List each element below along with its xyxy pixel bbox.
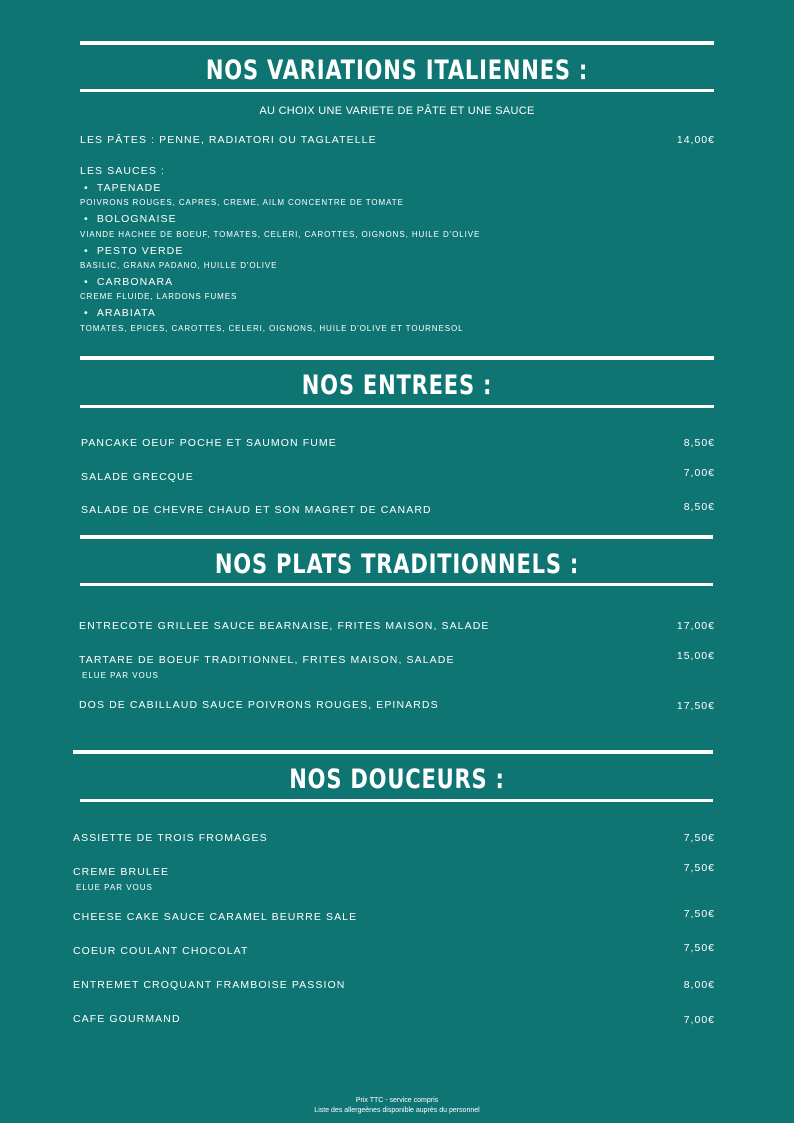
menu-item-price: 8,50€ xyxy=(683,437,715,449)
footer xyxy=(0,1096,794,1116)
footer-price-note: Prix TTC - service compris xyxy=(355,1097,439,1104)
sauce-ingredients: BASILIC, GRANA PADANO, HUILLE D'OLIVE xyxy=(80,261,278,270)
section-rule-top xyxy=(80,356,714,360)
section-rule-bottom xyxy=(80,405,714,408)
menu-item-name: TARTARE DE BOEUF TRADITIONNEL, FRITES MAISON, SALADE xyxy=(79,654,455,666)
sauces-label: LES SAUCES : xyxy=(80,165,165,177)
sauce-name: • ARABIATA xyxy=(80,307,157,319)
menu-item-price: 15,00€ xyxy=(676,650,715,662)
menu-item-name: COEUR COULANT CHOCOLAT xyxy=(73,945,249,957)
menu-item-name: CREME BRULEE xyxy=(73,866,170,878)
menu-item-price: 7,00€ xyxy=(683,467,715,479)
menu-item-price: 7,50€ xyxy=(683,942,715,954)
menu-item-name: PANCAKE OEUF POCHE ET SAUMON FUME xyxy=(81,437,337,449)
menu-item-price: 7,00€ xyxy=(683,1014,715,1026)
menu-item-price: 17,50€ xyxy=(676,700,715,712)
sauce-name: • PESTO VERDE xyxy=(80,245,184,257)
menu-item-name: DOS DE CABILLAUD SAUCE POIVRONS ROUGES, EPINARDS xyxy=(79,699,439,711)
menu-item-name: CAFE GOURMAND xyxy=(73,1013,181,1025)
menu-item-name: CHEESE CAKE SAUCE CARAMEL BEURRE SALE xyxy=(73,911,358,923)
section-title-douceurs: NOS DOUCEURS : xyxy=(289,764,505,795)
menu-item-price: 17,00€ xyxy=(676,620,715,632)
section-rule-bottom xyxy=(80,89,714,92)
menu-item-name: SALADE DE CHEVRE CHAUD ET SON MAGRET DE CANARD xyxy=(81,504,432,516)
menu-item-price: 8,00€ xyxy=(683,979,715,991)
menu-item-note: ELUE PAR VOUS xyxy=(76,883,153,892)
section-rule-top xyxy=(80,41,714,45)
menu-item-price: 7,50€ xyxy=(683,832,715,844)
italian-subtitle: AU CHOIX UNE VARIETE DE PÂTE ET UNE SAUCE xyxy=(259,105,535,117)
section-title-plats: NOS PLATS TRADITIONNELS : xyxy=(214,549,580,580)
menu-item-name: ASSIETTE DE TROIS FROMAGES xyxy=(73,832,268,844)
menu-item-note: ELUE PAR VOUS xyxy=(82,671,159,680)
pasta-label: LES PÂTES : PENNE, RADIATORI OU TAGLATELLE xyxy=(80,134,377,146)
menu-item-price: 8,50€ xyxy=(683,501,715,513)
section-rule-top xyxy=(73,750,713,754)
section-rule-bottom xyxy=(80,799,713,802)
sauce-ingredients: VIANDE HACHEE DE BOEUF, TOMATES, CELERI, CAROTTES, OIGNONS, HUILE D'OLIVE xyxy=(80,230,481,239)
sauce-ingredients: TOMATES, EPICES, CAROTTES, CELERI, OIGNONS, HUILE D'OLIVE ET TOURNESOL xyxy=(80,324,464,333)
section-rule-top xyxy=(80,535,713,539)
section-title-entrees: NOS ENTREES : xyxy=(301,370,493,401)
menu-item-name: SALADE GRECQUE xyxy=(81,471,194,483)
sauce-name: • TAPENADE xyxy=(80,182,162,194)
sauce-name: • BOLOGNAISE xyxy=(80,213,177,225)
sauce-name: • CARBONARA xyxy=(80,276,174,288)
sauce-ingredients: CREME FLUIDE, LARDONS FUMES xyxy=(80,292,238,301)
section-rule-bottom xyxy=(80,583,713,586)
pasta-price: 14,00€ xyxy=(676,134,715,146)
menu-item-price: 7,50€ xyxy=(683,862,715,874)
footer-allergen-note: Liste des allergeènes disponible auprès du personnel xyxy=(314,1107,480,1114)
menu-item-name: ENTREMET CROQUANT FRAMBOISE PASSION xyxy=(73,979,346,991)
sauce-ingredients: POIVRONS ROUGES, CAPRES, CREME, AILM CONCENTRE DE TOMATE xyxy=(80,198,404,207)
menu-item-name: ENTRECOTE GRILLEE SAUCE BEARNAISE, FRITES MAISON, SALADE xyxy=(79,620,490,632)
section-title-italian: NOS VARIATIONS ITALIENNES : xyxy=(205,55,589,86)
menu-item-price: 7,50€ xyxy=(683,908,715,920)
